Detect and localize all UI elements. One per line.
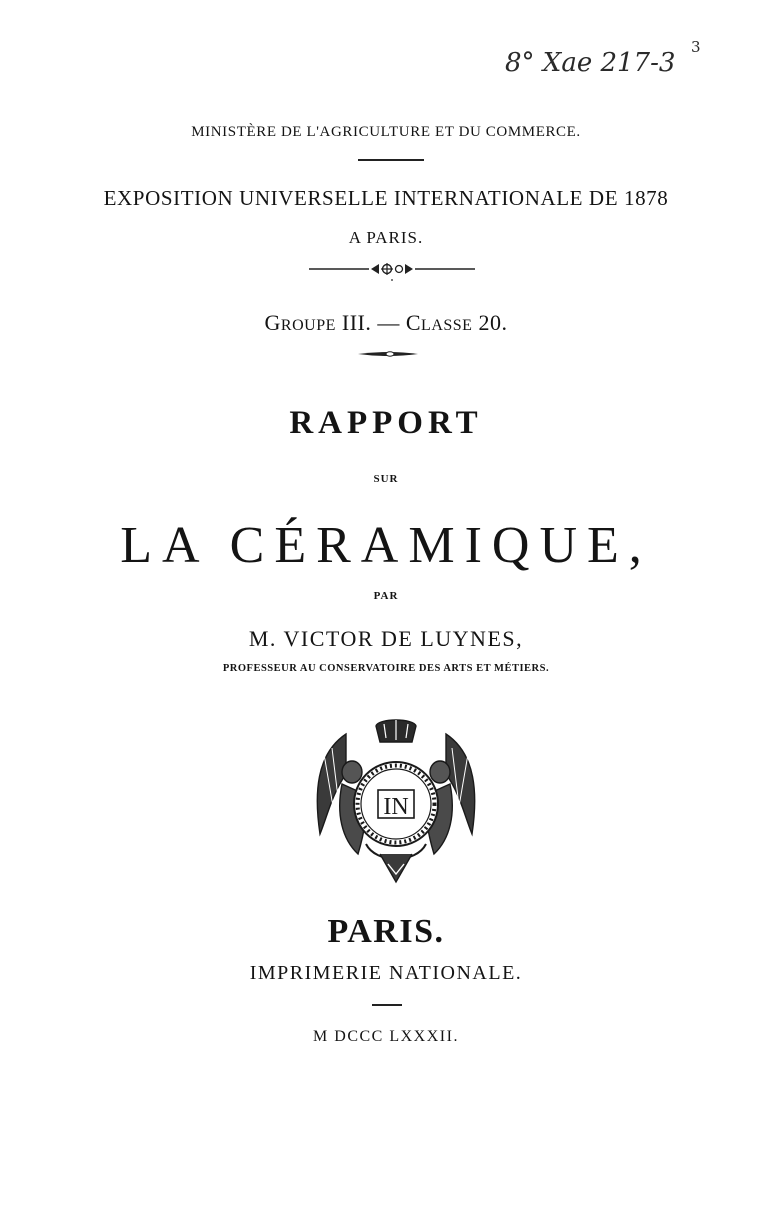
report-subject: LA CÉRAMIQUE,	[120, 517, 652, 574]
shelfmark-text: 8° Xae 217-3	[505, 48, 676, 78]
imprint-city: PARIS.	[327, 913, 445, 950]
printer-name: IMPRIMERIE NATIONALE.	[249, 962, 523, 984]
preposition-sur: SUR	[373, 473, 399, 485]
group-number: III. —	[341, 310, 400, 335]
group-class-heading	[0, 310, 772, 336]
exposition-heading: EXPOSITION UNIVERSELLE INTERNATIONALE DE 1878	[103, 186, 669, 210]
library-shelfmark	[505, 38, 725, 92]
groupe-rest: ROUPE	[280, 317, 336, 334]
emblem-monogram: IN	[383, 794, 409, 820]
divider-rule-short	[372, 1004, 402, 1006]
small-ornament-icon	[356, 350, 420, 358]
groupe-initial: G	[264, 310, 281, 335]
ornamental-divider-icon	[307, 258, 477, 282]
publication-year: M DCCC LXXXII.	[313, 1028, 459, 1045]
shelfmark-superscript: 3	[691, 38, 701, 56]
printer-emblem-icon	[306, 714, 486, 894]
ministry-heading: MINISTÈRE DE L'AGRICULTURE ET DU COMMERCE.	[191, 124, 581, 140]
author-affiliation: PROFESSEUR AU CONSERVATOIRE DES ARTS ET MÉTIERS.	[222, 663, 550, 674]
classe-rest: LASSE	[421, 317, 473, 334]
divider-rule	[358, 159, 424, 161]
classe-number: 20.	[478, 310, 508, 335]
exposition-city: A PARIS.	[348, 228, 424, 247]
report-title: RAPPORT	[289, 405, 483, 441]
preposition-par: PAR	[373, 590, 399, 602]
author-name: M. VICTOR DE LUYNES,	[248, 626, 524, 651]
classe-initial: C	[405, 310, 422, 335]
